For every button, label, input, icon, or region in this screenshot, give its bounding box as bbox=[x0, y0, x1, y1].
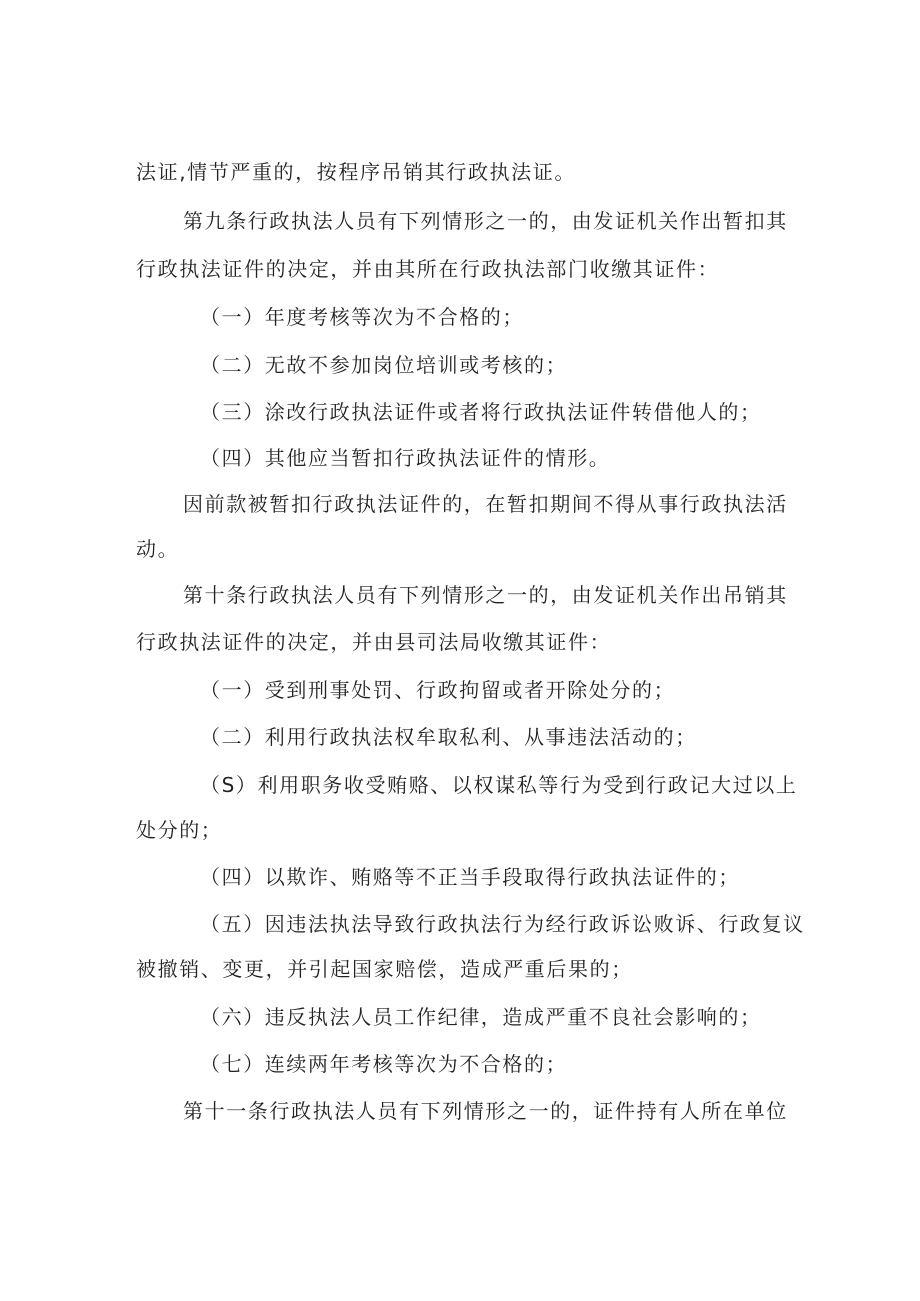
text-line bbox=[0, 254, 920, 284]
line-text: （一）年度考核等次为不合格的； bbox=[200, 305, 524, 329]
line-text: （二）无故不参加岗位培训或考核的； bbox=[200, 353, 568, 377]
text-line bbox=[0, 627, 920, 657]
line-text: 动。 bbox=[136, 537, 180, 561]
line-text: 因前款被暂扣行政执法证件的，在暂扣期间不得从事行政执法活 bbox=[183, 492, 788, 516]
line-text: （S）利用职务收受贿赂、以权谋私等行为受到行政记大过以上 bbox=[200, 773, 798, 797]
text-line bbox=[0, 954, 920, 984]
text-line bbox=[0, 1002, 920, 1032]
line-text: 行政执法证件的决定，并由其所在行政执法部门收缴其证件： bbox=[136, 257, 720, 281]
text-line bbox=[0, 580, 920, 610]
line-text: 第十条行政执法人员有下列情形之一的，由发证机关作出吊销其 bbox=[183, 583, 788, 607]
line-text: （一）受到刑事处罚、行政拘留或者开除处分的； bbox=[200, 678, 676, 702]
text-line bbox=[0, 206, 920, 236]
text-line bbox=[0, 862, 920, 892]
text-line bbox=[0, 489, 920, 519]
line-text: 第九条行政执法人员有下列情形之一的，由发证机关作出暂扣其 bbox=[183, 209, 788, 233]
line-text: 被撤销、变更，并引起国家赔偿，造成严重后果的； bbox=[136, 957, 633, 981]
line-text: 行政执法证件的决定，并由县司法局收缴其证件： bbox=[136, 630, 612, 654]
text-line bbox=[0, 397, 920, 427]
line-text: （七）连续两年考核等次为不合格的； bbox=[200, 1052, 568, 1076]
text-line bbox=[0, 302, 920, 332]
line-text: （二）利用行政执法权牟取私利、从事违法活动的； bbox=[200, 725, 697, 749]
text-line bbox=[0, 534, 920, 564]
line-text: 处分的； bbox=[136, 818, 223, 842]
text-line bbox=[0, 675, 920, 705]
text-line bbox=[0, 815, 920, 845]
text-line bbox=[0, 1049, 920, 1079]
line-text: （四）其他应当暂扣行政执法证件的情形。 bbox=[200, 446, 611, 470]
line-text: （五）因违法执法导致行政执法行为经行政诉讼败诉、行政复议 bbox=[200, 912, 805, 936]
line-text: 第十一条行政执法人员有下列情形之一的，证件持有人所在单位 bbox=[183, 1099, 788, 1123]
text-line bbox=[0, 157, 920, 187]
text-line bbox=[0, 443, 920, 473]
line-text: （六）违反执法人员工作纪律，造成严重不良社会影响的； bbox=[200, 1005, 762, 1029]
text-line bbox=[0, 350, 920, 380]
line-text: （四）以欺诈、贿赂等不正当手段取得行政执法证件的； bbox=[200, 865, 740, 889]
line-text: 法证,情节严重的，按程序吊销其行政执法证。 bbox=[136, 160, 576, 184]
text-line bbox=[0, 909, 920, 939]
line-text: （三）涂改行政执法证件或者将行政执法证件转借他人的； bbox=[200, 400, 762, 424]
text-line bbox=[0, 1096, 920, 1126]
text-line bbox=[0, 770, 920, 800]
text-line bbox=[0, 722, 920, 752]
